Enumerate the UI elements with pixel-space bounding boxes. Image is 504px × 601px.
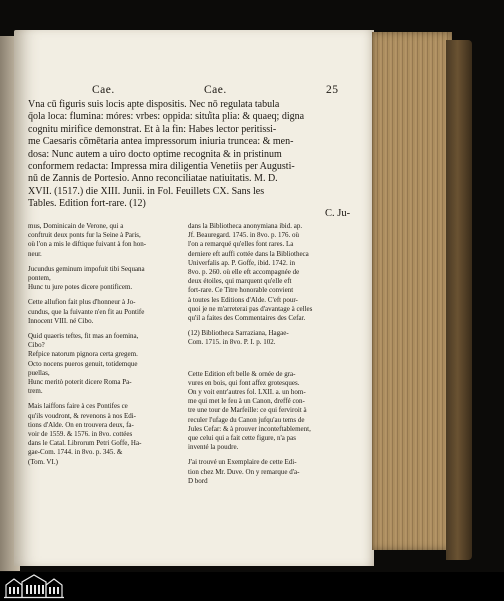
opening-line: nū de Zannis de Portesio. Anno reconciliatae natiuitatis. M. D. — [28, 173, 278, 185]
column-line: Jf. Beauregard. 1745. in 8vo. p. 176. où — [188, 231, 300, 240]
column-line: Jucundus geminum impofuit tibi Sequana — [28, 264, 145, 273]
column-line: Octo nocens pueros genuit, totidemque — [28, 359, 138, 368]
column-line: vures en bois, qui font affez grotesques. — [188, 378, 300, 387]
opening-line: Vna cū figuris suis locis apte dispositis. Nec nō regulata tabula — [28, 99, 280, 110]
column-line: me qui met le feu à un Canon, dreffé con- — [188, 397, 305, 406]
column-line: tions d'Alde. On en trouvera deux, fa- — [28, 420, 134, 429]
page-block-edges — [372, 32, 452, 550]
column-line: Refpice natorum pignora certa gregem. — [28, 350, 138, 359]
book-cover-edge — [446, 40, 472, 560]
column-line: 8vo. p. 260. où elle eft accompagnée de — [188, 268, 300, 277]
column-line: l'on a remarqué qu'elles font rares. La — [188, 240, 294, 249]
column-line: dans la Bibliotheca anonymiana ibid. ap. — [188, 222, 303, 230]
column-line: On y voit entr'autres fol. LXII. a. un hom- — [188, 388, 306, 397]
column-line: Cette Edition eft belle & ornée de gra- — [188, 369, 296, 378]
column-line: gae-Com. 1744. in 8vo. p. 345. & — [28, 448, 123, 457]
column-line: Innocent VIII. né Cibo. — [28, 316, 94, 325]
column-line: qu'ils voudront, & revenons à nos Edi- — [28, 411, 136, 420]
column-line: dans le Catal. Librorum Petri Goffe, Ha- — [28, 439, 142, 448]
page-number: 25 — [326, 84, 339, 96]
column-line: Cibo? — [28, 341, 45, 350]
column-line: reculer l'ufage du Canon jufqu'au tems de — [188, 415, 305, 424]
footnote-line: (12) Bibliotheca Sarraziana, Hagae- — [188, 329, 289, 338]
column-line: conftruit deux ponts fur la Seine à Paris, — [28, 231, 141, 240]
column-line: Univerfalis ap. P. Goffe, ibid. 1742. in — [188, 258, 295, 267]
column-line: trem. — [28, 387, 43, 396]
column-line: neur. — [28, 249, 42, 258]
left-column — [28, 222, 146, 467]
opening-line: XVII. (1517.) die XIII. Junii. in Fol. Feuillets CX. Sans les — [28, 185, 265, 197]
opening-line: dosa: Nunc autem a uiro docto optime recognita & in pristinum — [28, 148, 282, 160]
column-line: fort-rare. Ce Titre honorable convient — [188, 286, 294, 295]
column-line: derniere eft auffi cottée dans la Bibliotheca — [188, 249, 309, 258]
running-head-center: Cae. — [204, 84, 227, 96]
column-line: Hunc meritò poterit dicere Roma Pa- — [28, 378, 132, 387]
column-line: à toutes les Editions d'Alde. C'eft pour- — [188, 295, 298, 304]
opening-text-block — [28, 99, 304, 211]
column-line: tion chez Mr. Duve. On y remarque d'a- — [188, 467, 300, 476]
column-line: quoi je ne m'arreterai pas d'avantage à celles — [188, 304, 313, 313]
catchword-top: C. Ju- — [325, 208, 351, 219]
column-line: tre une tour de Marfeille: ce qui ferviroit à — [188, 406, 307, 415]
column-line: Jules Cefar: & à prouver inconteftablement, — [188, 424, 311, 433]
opening-line: q̄ola loca: flumina: móres: vrbes: oppida: situ̾ita plia: & quaeq; digna — [28, 111, 305, 123]
column-line: pontem, — [28, 274, 51, 283]
footnote-line: Com. 1715. in 8vo. P. I. p. 102. — [188, 338, 276, 347]
column-line: puellas, — [28, 368, 50, 377]
column-line: deux étoiles, qui marquent qu'elle eft — [188, 277, 292, 286]
column-line: Mais laiffons faire à ces Pontifes ce — [28, 402, 128, 411]
catchword-bottom: D bord — [188, 476, 208, 485]
opening-line: me Caesaris cōmētaria antea impressorum iniuria truncea: & men- — [28, 136, 294, 148]
opening-line: cognitu mirifice demonstrat. Et à la fin: Habes lector peritissi- — [28, 123, 277, 135]
column-line: où l'on a mis le diftique fuivant à fon hon- — [28, 240, 147, 249]
opening-line: conformem redacta: Impressa mira diligentia Venetiis per Augusti- — [28, 161, 295, 173]
column-line: J'ai trouvé un Exemplaire de cette Edi- — [188, 458, 297, 467]
running-head-left: Cae. — [92, 84, 115, 96]
column-line: mus, Dominicain de Verone, qui a — [28, 222, 124, 230]
right-column — [188, 222, 312, 486]
column-line: Quid quaeris teftes, fit mas an foemina, — [28, 332, 139, 341]
opening-line: Tables. Edition fort-rare. (12) — [28, 198, 146, 210]
signature-mark: (Tom. VI.) — [28, 457, 58, 466]
column-line: voir de 1559. & 1576. in 8vo. cottées — [28, 430, 133, 439]
column-line: Cette allufion fait plus d'honneur à Jo- — [28, 298, 136, 307]
library-building-logo — [2, 573, 66, 600]
column-line: inventé la poudre. — [188, 443, 239, 452]
column-line: que celui qui a fait cette figure, n'a pas — [188, 434, 296, 443]
column-line: Hunc tu jure potes dicere pontificem. — [28, 283, 133, 292]
viewer-footer-bar — [0, 572, 504, 601]
column-line: qu'il a faites des Commentaires des Cefar. — [188, 314, 306, 323]
column-line: cundus, que la fuivante n'en fit au Pontife — [28, 307, 145, 316]
